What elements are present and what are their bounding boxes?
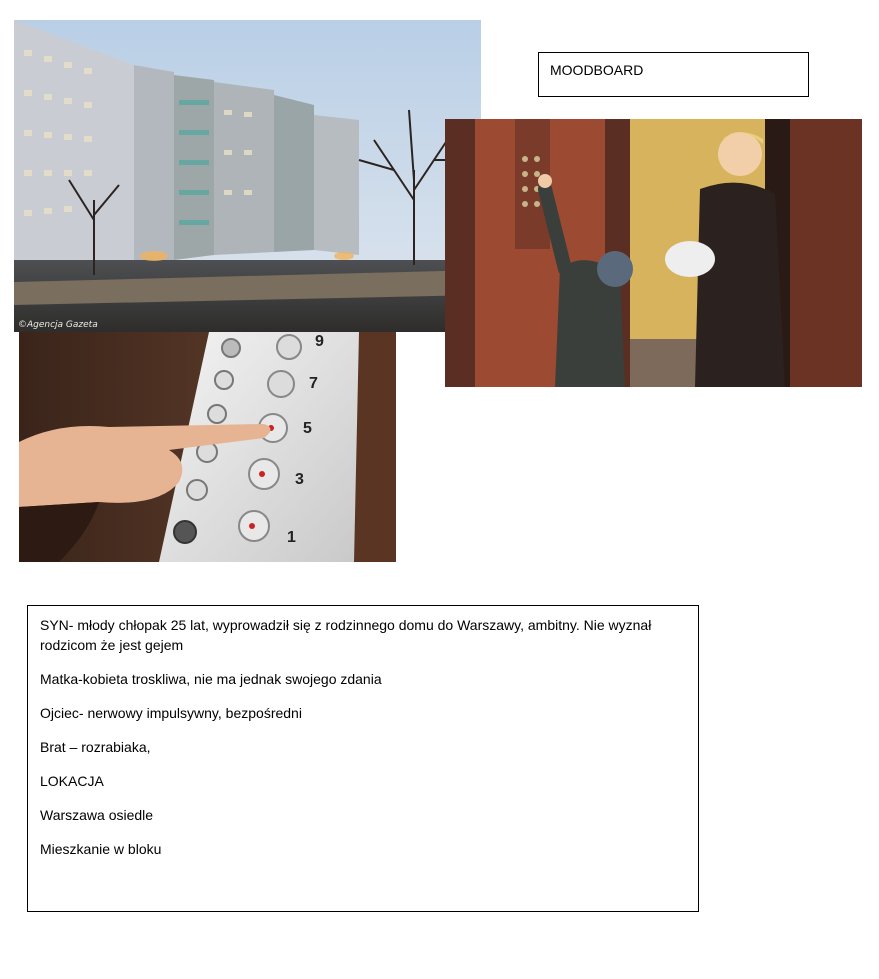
photo-credit: ©Agencja Gazeta xyxy=(18,320,98,330)
button-label-1: 1 xyxy=(287,529,296,546)
note-syn: SYN- młody chłopak 25 lat, wyprowadził się z rodzinnego domu do Warszawy, ambitny. Nie wyznał rodzicom że jest gejem xyxy=(40,617,652,653)
note-warszawa: Warszawa osiedle xyxy=(40,807,154,823)
button-label-5: 5 xyxy=(303,420,312,437)
button-label-9: 9 xyxy=(315,333,324,350)
button-label-3: 3 xyxy=(295,471,304,488)
button-label-7: 7 xyxy=(309,375,318,392)
moodboard-title: MOODBOARD xyxy=(550,62,644,78)
note-mieszkanie: Mieszkanie w bloku xyxy=(40,841,162,857)
moodboard-title-box xyxy=(538,52,809,97)
note-brat: Brat – rozrabiaka, xyxy=(40,739,151,755)
note-lokacja-heading: LOKACJA xyxy=(40,773,104,789)
elevator-interior-photo xyxy=(445,119,862,387)
note-matka: Matka-kobieta troskliwa, nie ma jednak swojego zdania xyxy=(40,671,382,687)
note-ojciec: Ojciec- nerwowy impulsywny, bezpośredni xyxy=(40,705,302,721)
elevator-buttons-photo xyxy=(19,332,396,562)
housing-estate-photo xyxy=(14,20,481,332)
character-notes-box xyxy=(27,605,699,912)
